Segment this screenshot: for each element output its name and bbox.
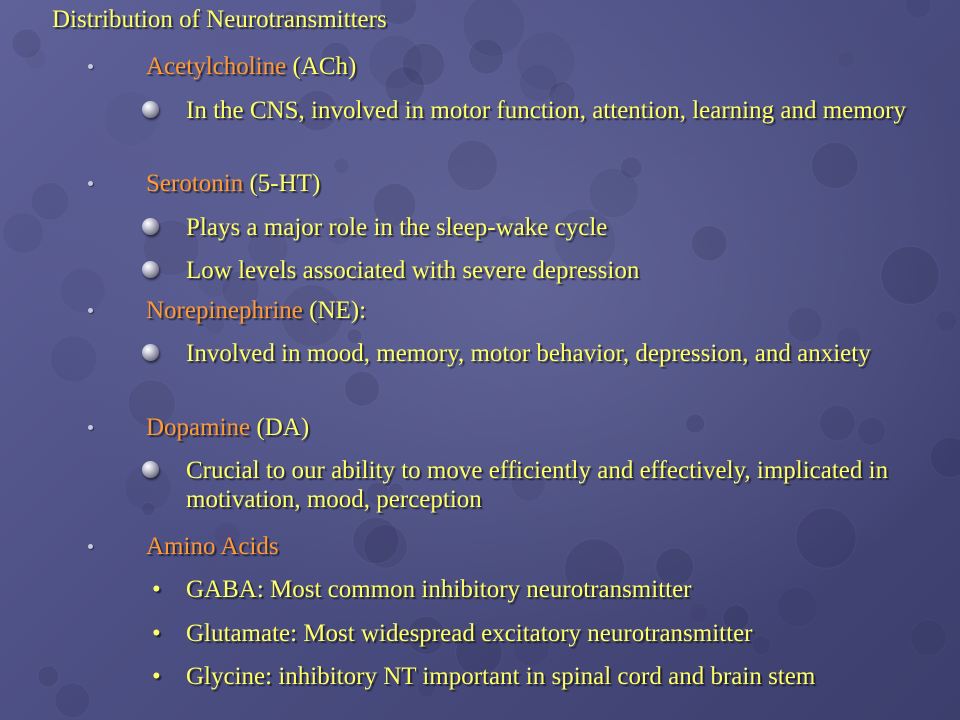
heading-name: Serotonin xyxy=(146,170,244,197)
list-item xyxy=(186,96,936,125)
slide-title: Distribution of Neurotransmitters xyxy=(52,6,387,33)
heading-name: Acetylcholine xyxy=(146,53,287,80)
silver-orb-icon xyxy=(142,344,159,361)
small-dot-icon xyxy=(88,181,93,186)
item-text: In the CNS, involved in motor function, attention, learning and memory xyxy=(186,97,907,124)
heading-abbrev: (5-HT) xyxy=(249,170,321,197)
small-dot-icon xyxy=(88,544,93,549)
heading-name: Dopamine xyxy=(146,414,251,441)
item-text: Plays a major role in the sleep-wake cycle xyxy=(186,214,608,241)
heading-name: Amino Acids xyxy=(146,533,279,560)
heading-abbrev: (ACh) xyxy=(292,53,357,80)
item-text: Glutamate: Most widespread excitatory neurotransmitter xyxy=(186,620,753,647)
item-text: GABA: Most common inhibitory neurotransmitter xyxy=(186,576,692,603)
list-item xyxy=(152,619,936,648)
list-item xyxy=(152,575,936,604)
small-dot-icon xyxy=(88,64,93,69)
heading-name: Norepinephrine xyxy=(146,297,303,324)
heading-abbrev: (NE): xyxy=(309,297,367,324)
item-text: Glycine: inhibitory NT important in spinal cord and brain stem xyxy=(186,663,816,690)
list-item xyxy=(186,339,936,368)
bullet-dot-icon: • xyxy=(152,576,161,603)
bullet-dot-icon: • xyxy=(152,663,161,690)
list-item xyxy=(152,662,936,691)
silver-orb-icon xyxy=(142,461,159,478)
small-dot-icon xyxy=(88,425,93,430)
heading-abbrev: (DA) xyxy=(256,414,310,441)
item-text: Low levels associated with severe depression xyxy=(186,257,640,284)
silver-orb-icon xyxy=(142,101,159,118)
silver-orb-icon xyxy=(142,261,159,278)
bullet-dot-icon: • xyxy=(152,620,161,647)
item-text: Involved in mood, memory, motor behavior, depression, and anxiety xyxy=(186,340,871,367)
silver-orb-icon xyxy=(142,218,159,235)
list-item xyxy=(186,256,936,285)
list-item xyxy=(186,456,936,514)
list-item xyxy=(186,213,936,242)
small-dot-icon xyxy=(88,308,93,313)
item-text: Crucial to our ability to move efficiently and effectively, implicated in motivation, mood, perception xyxy=(186,457,889,513)
